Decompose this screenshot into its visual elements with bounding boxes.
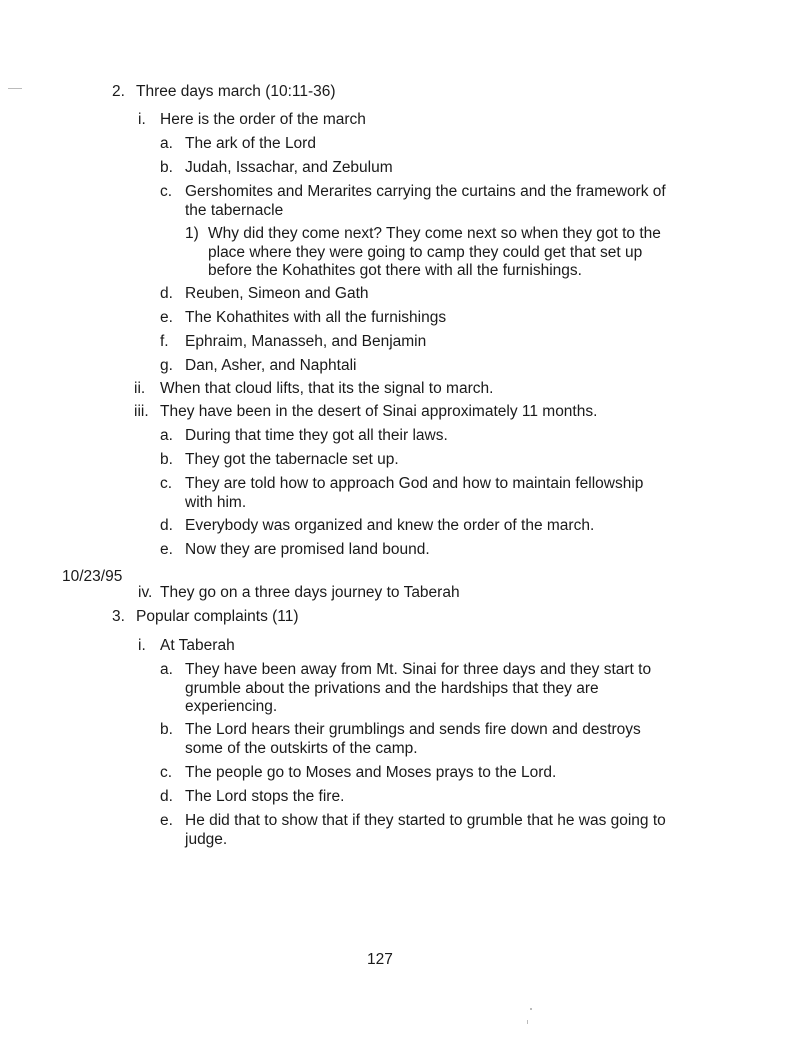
list-item-text: some of the outskirts of the camp. <box>185 739 418 757</box>
list-item-text: Why did they come next? They come next so when they got to the <box>208 225 661 242</box>
list-item-text: before the Kohathites got there with all the furnishings. <box>208 262 582 279</box>
list-item-text: The Kohathites with all the furnishings <box>185 309 447 326</box>
list-item-text: During that time they got all their laws. <box>185 427 448 444</box>
list-item-text: Here is the order of the march <box>160 111 366 128</box>
list-item-text: Ephraim, Manasseh, and Benjamin <box>185 333 427 350</box>
list-marker: c. <box>160 764 173 781</box>
list-marker: b. <box>160 159 173 176</box>
list-marker: b. <box>160 451 173 468</box>
list-item-text: judge. <box>185 830 228 848</box>
list-marker: iii. <box>134 403 149 420</box>
list-item-text: They got the tabernacle set up. <box>185 451 399 468</box>
list-item-text: Popular complaints (11) <box>136 608 299 625</box>
list-marker: c. <box>160 183 173 200</box>
scan-artifact <box>527 1020 528 1024</box>
list-marker: g. <box>160 357 173 374</box>
list-item-text: grumble about the privations and the hardships that they are <box>185 679 599 697</box>
list-item-text: experiencing. <box>185 698 278 715</box>
list-marker: i. <box>138 111 146 128</box>
list-item-text: Gershomites and Merarites carrying the curtains and the framework of <box>185 183 666 200</box>
list-marker: i. <box>138 637 146 654</box>
list-item-text: They have been in the desert of Sinai approximately 11 months. <box>160 403 598 420</box>
list-item-text: Judah, Issachar, and Zebulum <box>185 159 393 176</box>
list-item-text: Reuben, Simeon and Gath <box>185 285 369 302</box>
list-marker: c. <box>160 475 173 492</box>
scan-artifact <box>8 88 22 89</box>
list-item-text: Three days march (10:11-36) <box>136 83 336 100</box>
list-item-text: At Taberah <box>160 637 235 654</box>
date-note: 10/23/95 <box>62 568 123 585</box>
list-marker: 2. <box>112 83 125 100</box>
list-item-text: They are told how to approach God and how to maintain fellowship <box>185 475 644 492</box>
list-marker: a. <box>160 135 173 152</box>
list-item-text: They go on a three days journey to Taberah <box>160 584 460 601</box>
list-item-text: He did that to show that if they started to grumble that he was going to <box>185 812 666 829</box>
list-item-text: with him. <box>185 493 247 511</box>
list-marker: e. <box>160 541 173 558</box>
list-marker: ii. <box>134 380 146 397</box>
list-item-text: The Lord hears their grumblings and sends fire down and destroys <box>185 721 641 738</box>
list-marker: iv. <box>138 584 153 601</box>
list-marker: e. <box>160 309 173 326</box>
list-item-text: Now they are promised land bound. <box>185 541 430 558</box>
list-marker: 1) <box>185 225 199 242</box>
list-item-text: They have been away from Mt. Sinai for three days and they start to <box>185 661 652 678</box>
scan-artifact <box>530 1008 532 1010</box>
list-item-text: Everybody was organized and knew the order of the march. <box>185 517 595 534</box>
list-item-text: Dan, Asher, and Naphtali <box>185 357 357 374</box>
list-marker: d. <box>160 788 173 805</box>
list-marker: d. <box>160 517 173 534</box>
list-marker: b. <box>160 721 173 738</box>
list-item-text: The Lord stops the fire. <box>185 788 345 805</box>
list-item-text: the tabernacle <box>185 201 284 219</box>
list-item-text: place where they were going to camp they could get that set up <box>208 243 643 261</box>
list-marker: a. <box>160 661 173 678</box>
list-marker: a. <box>160 427 173 444</box>
list-marker: d. <box>160 285 173 302</box>
page-number: 127 <box>367 951 393 968</box>
list-item-text: The people go to Moses and Moses prays to the Lord. <box>185 764 557 781</box>
list-item-text: When that cloud lifts, that its the signal to march. <box>160 380 494 397</box>
list-marker: f. <box>160 333 169 350</box>
list-marker: e. <box>160 812 173 829</box>
list-item-text: The ark of the Lord <box>185 135 316 152</box>
list-marker: 3. <box>112 608 125 625</box>
